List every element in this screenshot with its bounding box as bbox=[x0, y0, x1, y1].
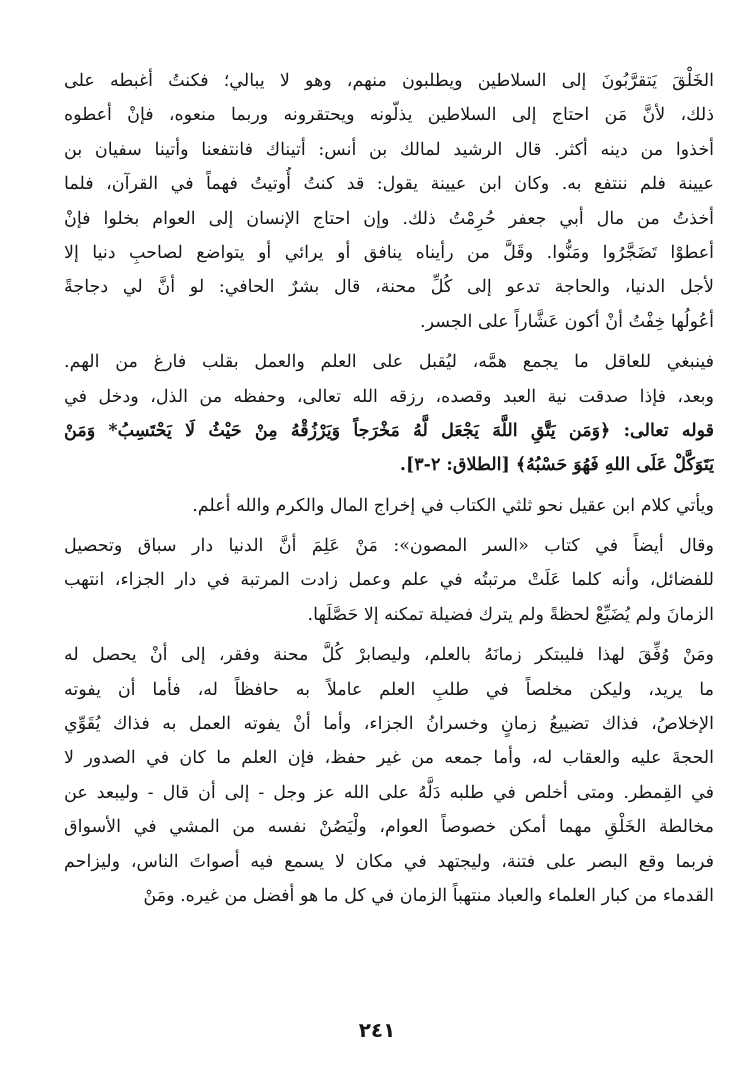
text-line: ما يريد، وليكن مخلصاً في طلبِ العلم عاملاً به حافظاً له، فأما أن يفوته bbox=[64, 679, 714, 700]
text-line: القدماء من كبار العلماء والعباد منتهباً الزمان في كل ما هو أفضل من غيره. ومَنْ bbox=[143, 885, 714, 906]
text-line: الإخلاصُ، فذاك تضييعُ زمانٍ وخسرانُ الجزاء، وأما أنْ يفوته العمل به فذاك يُقَوِّي bbox=[64, 714, 714, 735]
text-line: أعُولُها خِفْتُ أنْ أكون عَشَّاراً على الجسر. bbox=[420, 311, 714, 332]
text-line: الخَلْقَ يَتقرَّبُونَ إلى السلاطين ويطلبون منهم، وهو لا يبالي؛ فكنتُ أغبطه على bbox=[64, 71, 714, 91]
text-line: أعطوْا تَضَجَّرُوا ومَنُّوا. وقَلَّ من رأيناه ينافق أو يرائي أو يتواضع لصاحبِ دنيا إلا bbox=[64, 242, 714, 263]
text-line: أخذتُ من مال أبي جعفر حُرِمْتُ ذلك. وإن احتاج الإنسان إلى العوام بخلوا فإنْ bbox=[64, 208, 714, 229]
paragraph-4 bbox=[64, 529, 714, 632]
text-line: عيينة فلم ننتفع به. وكان ابن عيينة يقول: قد كنتُ أُوتيتُ فهماً في القرآن، فلما bbox=[64, 174, 714, 195]
page-body bbox=[64, 64, 714, 913]
text-line: وقال أيضاً في كتاب «السر المصون»: مَنْ عَلِمَ أنَّ الدنيا دار سباق وتحصيل bbox=[64, 536, 714, 557]
paragraph-2 bbox=[64, 345, 714, 483]
text-line: ومَنْ وُفِّقَ لهذا فليبتكر زمانَهُ بالعلم، وليصابرْ كُلَّ محنة وفقر، إلى أنْ يحصل له bbox=[64, 645, 714, 666]
text-line: في القِمطر. ومتى أخلص في طلبه دَلَّهُ على الله عز وجل - إلى أن قال - وليبعد عن bbox=[64, 782, 714, 803]
quran-verse-line: قوله تعالى: ﴿وَمَن يَتَّقِ اللَّهَ يَجْعَل لَّهُ مَخْرَجاً وَيَرْزُقْهُ مِنْ حَيْثُ لَا يَحْتَسِبُ* وَمَنْ bbox=[64, 420, 714, 441]
paragraph-3 bbox=[64, 489, 714, 523]
text-line: للفضائل، وأنه كلما عَلَتْ مرتبتُه في علم وعمل زادت المرتبة في دار الجزاء، انتهب bbox=[64, 570, 714, 591]
text-line: الزمانَ ولم يُضَيِّعْ لحظةً ولم يترك فضيلة تمكنه إلا حَصَّلَها. bbox=[307, 604, 714, 625]
text-line: وبعد، فإذا صدقت نية العبد وقصده، رزقه الله تعالى، وحفظه من الذل، ودخل في bbox=[64, 386, 714, 407]
paragraph-1 bbox=[64, 64, 714, 339]
text-line: الحجةَ عليه والعقاب له، وأما جمعه من غير حفظ، فإن العلم ما كان في الصدور لا bbox=[64, 748, 714, 769]
text-line: فينبغي للعاقل ما يجمع همَّه، ليُقبل على العلم والعمل بقلب فارغ من الهم. bbox=[64, 352, 714, 373]
text-line: فربما وقع البصر على فتنة، وليجتهد في مكان لا يسمع فيه أصواتَ الناس، وليزاحم bbox=[64, 851, 714, 872]
page-number: ٢٤١ bbox=[358, 1018, 396, 1042]
text-line: مخالطة الخَلْقِ مهما أمكن خصوصاً العوام، ولْيَصُنْ نفسه من المشي في الأسواق bbox=[64, 817, 714, 838]
text-line: ذلك، لأنَّ مَن احتاج إلى السلاطين يذلّونه ويحتقرونه وربما منعوه، فإنْ أعطوه bbox=[64, 105, 714, 126]
quran-verse-line: يَتَوَكَّلْ عَلَى اللهِ فَهُوَ حَسْبُهُ﴾ [الطلاق: ٢-٣]. bbox=[399, 455, 714, 476]
text-line: ويأتي كلام ابن عقيل نحو ثلثي الكتاب في إخراج المال والكرم والله أعلم. bbox=[192, 495, 714, 516]
text-line: أخذوا من دينه أكثر. قال الرشيد لمالك بن أنس: أتيناك فانتفعنا وأتينا سفيان بن bbox=[64, 139, 714, 160]
text-line: لأجل الدنيا، والحاجة تدعو إلى كُلِّ محنة، قال بشرٌ الحافي: لو أنَّ لي دجاجةً bbox=[64, 277, 714, 298]
paragraph-5 bbox=[64, 638, 714, 913]
